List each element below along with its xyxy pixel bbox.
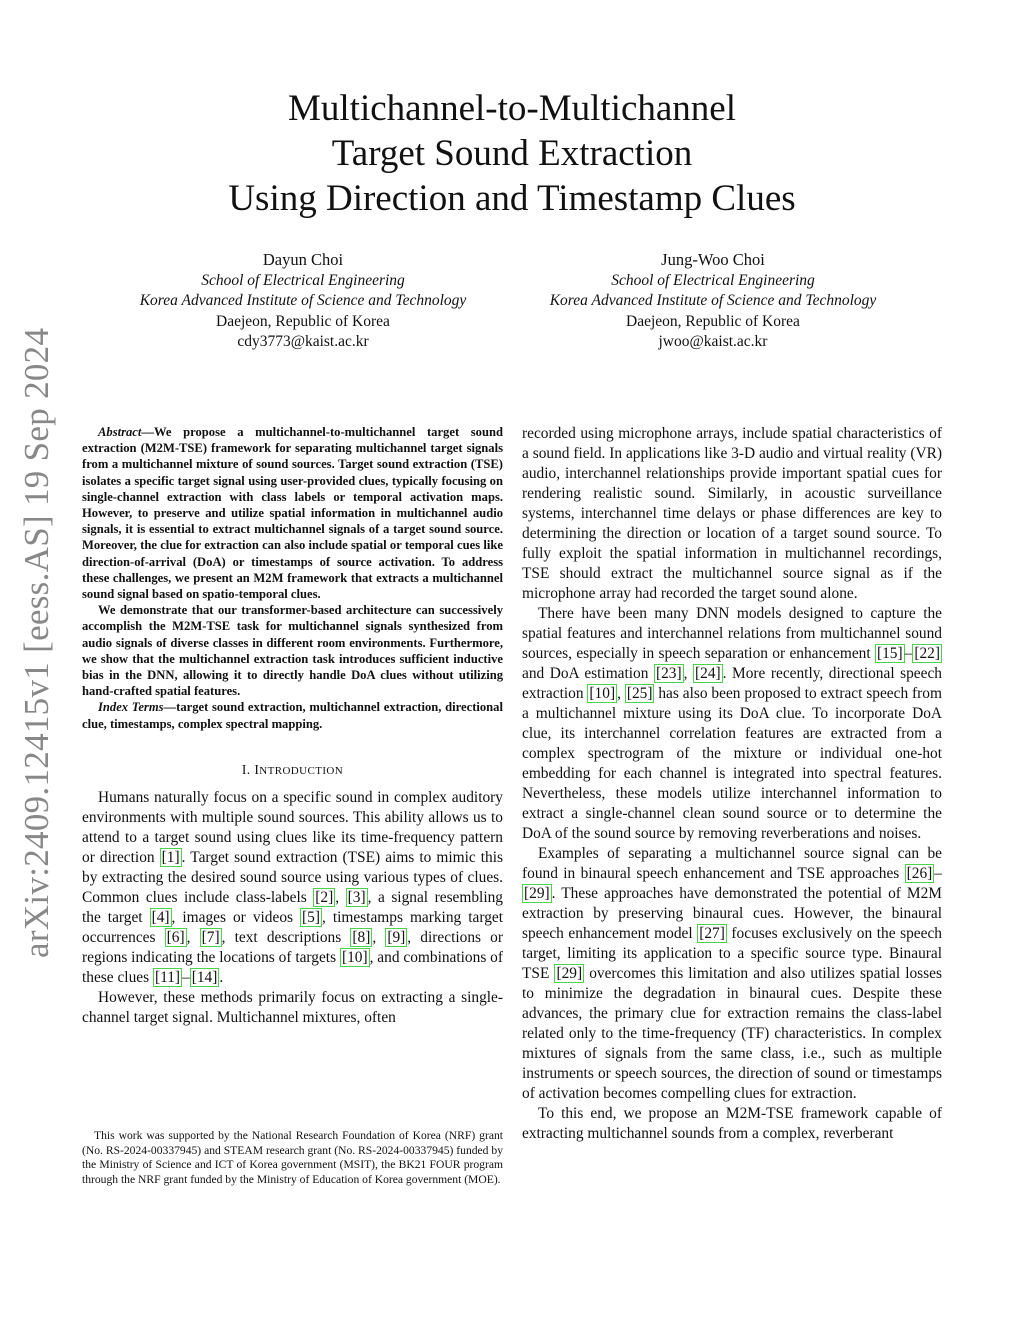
- right-paragraph-2: [522, 604, 942, 844]
- author-name: Dayun Choi: [262, 250, 344, 269]
- section-heading: [82, 762, 503, 778]
- paragraph-text: . These approaches have demonstrated the potential of M2M extraction by preserving binaural cues. However, the binaural speech enhancement model: [522, 885, 942, 942]
- abstract-paragraph-1: [82, 424, 503, 602]
- paragraph-text: ,: [186, 928, 200, 946]
- section-number: I.: [241, 761, 251, 777]
- paragraph-text: –: [934, 865, 942, 882]
- paragraph-text: , a signal resembling the target: [82, 888, 503, 926]
- paragraph-text: , directions or regions indicating the locations of targets: [82, 928, 503, 966]
- author-block-1: [83, 250, 523, 353]
- author-department: School of Electrical Engineering: [201, 271, 405, 289]
- paper-title: [0, 86, 1024, 221]
- citation-link[interactable]: [10]: [341, 948, 368, 966]
- index-terms-text: —target sound extraction, multichannel extraction, directional clue, timestamps, complex spectral mapping.: [82, 700, 503, 731]
- paragraph-text: , timestamps marking target occurrences: [82, 908, 503, 946]
- footnote-text: This work was supported by the National Research Foundation of Korea (NRF) grant (No. RS-2024-00337945) and STEAM research grant (No. RS-2024-00337945) funded by the Ministry of Science and ICT of Korea government (MSIT), the BK21 FOUR program through the NRF grant funded by the Ministry of Education of Korea government (MOE).: [82, 1129, 503, 1187]
- abstract-label: Abstract: [98, 425, 142, 439]
- paragraph-text: ,: [372, 928, 386, 946]
- citation-link[interactable]: [8]: [352, 928, 371, 946]
- paragraph-text: , and combinations of these clues: [82, 948, 503, 986]
- citation-link[interactable]: [7]: [201, 928, 220, 946]
- citation-link[interactable]: [11]: [154, 968, 181, 986]
- citation-link[interactable]: [29]: [524, 885, 550, 902]
- paragraph-text: There have been many DNN models designed to capture the spatial features and interchannel relations from multichannel sound sources, especially in speech separation or enhancement: [522, 605, 942, 662]
- paragraph-text: ,: [617, 685, 625, 702]
- citation-link[interactable]: [2]: [315, 888, 334, 906]
- citation-link[interactable]: [23]: [655, 665, 682, 682]
- paragraph-text: –: [182, 968, 190, 986]
- author-email[interactable]: jwoo@kaist.ac.kr: [658, 333, 768, 350]
- section-first-letter: I: [254, 761, 260, 777]
- author-department: School of Electrical Engineering: [611, 271, 815, 289]
- citation-link[interactable]: [14]: [191, 968, 218, 986]
- title-line-3: Using Direction and Timestamp Clues: [228, 178, 796, 219]
- citation-link[interactable]: [22]: [914, 645, 940, 662]
- citation-link[interactable]: [5]: [302, 908, 320, 926]
- index-terms: [82, 699, 503, 731]
- author-email[interactable]: cdy3773@kaist.ac.kr: [237, 333, 369, 350]
- citation-link[interactable]: [10]: [589, 685, 616, 702]
- paragraph-text: . Target sound extraction (TSE) aims to mimic this by extracting the desired sound source using various types of clues. Common clues include class-labels: [82, 848, 503, 906]
- right-paragraph-3: [522, 844, 942, 1104]
- title-line-1: Multichannel-to-Multichannel: [288, 88, 736, 129]
- citation-link[interactable]: [29]: [556, 965, 583, 982]
- paragraph-text: –: [904, 645, 913, 662]
- paragraph-text: has also been proposed to extract speech from a multichannel mixture using its DoA clue. To incorporate DoA clue, its interchannel correlation features are extracted from a complex spectrogram of the mixture or individual one-hot embedding for each channel is integrated into spectral features. Nevertheless, these models utilize interchannel information to extract a single-channel clean sound source or to determine the DoA of the sound source by removing reverberations and noises.: [522, 685, 942, 842]
- citation-link[interactable]: [4]: [151, 908, 170, 926]
- footnote: [82, 1129, 503, 1188]
- citation-link[interactable]: [15]: [876, 645, 903, 662]
- author-name: Jung-Woo Choi: [661, 250, 765, 269]
- citation-link[interactable]: [3]: [347, 888, 366, 906]
- index-terms-label: Index Terms: [98, 700, 164, 715]
- paragraph-text: Examples of separating a multichannel source signal can be found in binaural speech enhancement and TSE approaches: [522, 845, 942, 882]
- paragraph-text: . More recently, directional speech extraction: [522, 665, 942, 702]
- author-city: Daejeon, Republic of Korea: [216, 312, 390, 330]
- citation-link[interactable]: [26]: [906, 865, 933, 882]
- right-paragraph-1: recorded using microphone arrays, include spatial characteristics of a sound field. In applications like 3-D audio and virtual reality (VR) audio, interchannel relationships provide important spatial cues for rendering realistic sound. Similarly, in acoustic surveillance systems, interchannel time delays or phase differences are key to determining the direction or location of a target sound source. To fully exploit the spatial information in multichannel recordings, TSE should extract the multichannel source signal as if the microphone array had recorded the target sound alone.: [522, 425, 942, 602]
- paragraph-text: , images or videos: [171, 908, 301, 926]
- paragraph-text: and DoA estimation: [522, 665, 654, 682]
- paragraph-text: focuses exclusively on the speech target, limiting its application to a specific source type. Binaural TSE: [522, 925, 942, 982]
- right-paragraph-4: To this end, we propose an M2M-TSE framework capable of extracting multichannel sounds from a complex, reverberant: [522, 1105, 942, 1142]
- abstract-text: —We propose a multichannel-to-multichannel target sound extraction (M2M-TSE) framework for separating multichannel target signals from a multichannel mixture of sound sources. Target sound extraction (TSE) isolates a specific target signal using user-provided clues, typically focusing on single-channel extraction with class labels or temporal activation maps. However, to preserve and utilize spatial information in multichannel audio signals, it is essential to extract multichannel signals of a target sound source. Moreover, the clue for extraction can also include spatial or temporal cues like direction-of-arrival (DoA) or timestamps of source activation. To address these challenges, we present an M2M framework that extracts a multichannel sound signal based on spatio-temporal clues.: [82, 425, 503, 602]
- paragraph-text: , text descriptions: [221, 928, 351, 946]
- intro-paragraph-1: [82, 788, 503, 988]
- author-institution: Korea Advanced Institute of Science and Technology: [549, 292, 877, 309]
- paragraph-text: Humans naturally focus on a specific sound in complex auditory environments with multiple sound sources. This ability allows us to attend to a target sound using clues like its time-frequency pattern or direction: [82, 788, 503, 866]
- author-block-2: [493, 250, 933, 353]
- paragraph-text: .: [219, 968, 224, 986]
- right-column: [522, 424, 942, 1144]
- title-line-2: Target Sound Extraction: [331, 133, 693, 174]
- section-title-rest: NTRODUCTION: [259, 764, 344, 777]
- citation-link[interactable]: [9]: [387, 928, 406, 946]
- paragraph-text: ,: [683, 665, 693, 682]
- abstract-paragraph-2: We demonstrate that our transformer-based architecture can successively accomplish the M2M-TSE task for multichannel signals synthesized from audio signals of diverse classes in different room environments. Furthermore, we show that the multichannel extraction task introduces sufficient inductive bias in the DNN, allowing it to directly handle DoA clues without utilizing hand-crafted spatial features.: [82, 603, 503, 699]
- paragraph-text: overcomes this limitation and also utilizes spatial losses to minimize the degradation in binaural cues. Despite these advances, the primary clue for extraction remains the class-label related only to the time-frequency (TF) characteristics. In complex mixtures of signals from the same class, i.e., such as multiple instruments or speech sources, the direction of sound or timestamps of activation becomes compelling clues for extraction.: [522, 965, 942, 1102]
- arxiv-stamp: arXiv:2409.12415v1 [eess.AS] 19 Sep 2024: [17, 327, 56, 958]
- left-column: [82, 424, 503, 1028]
- intro-paragraph-2: However, these methods primarily focus on extracting a single-channel target signal. Multichannel mixtures, often: [82, 988, 503, 1026]
- citation-link[interactable]: [27]: [699, 925, 725, 942]
- citation-link[interactable]: [25]: [626, 685, 653, 702]
- author-institution: Korea Advanced Institute of Science and Technology: [139, 292, 467, 309]
- citation-link[interactable]: [24]: [695, 665, 721, 682]
- citation-link[interactable]: [1]: [161, 848, 180, 866]
- author-city: Daejeon, Republic of Korea: [626, 312, 800, 330]
- paragraph-text: ,: [335, 888, 346, 906]
- citation-link[interactable]: [6]: [166, 928, 185, 946]
